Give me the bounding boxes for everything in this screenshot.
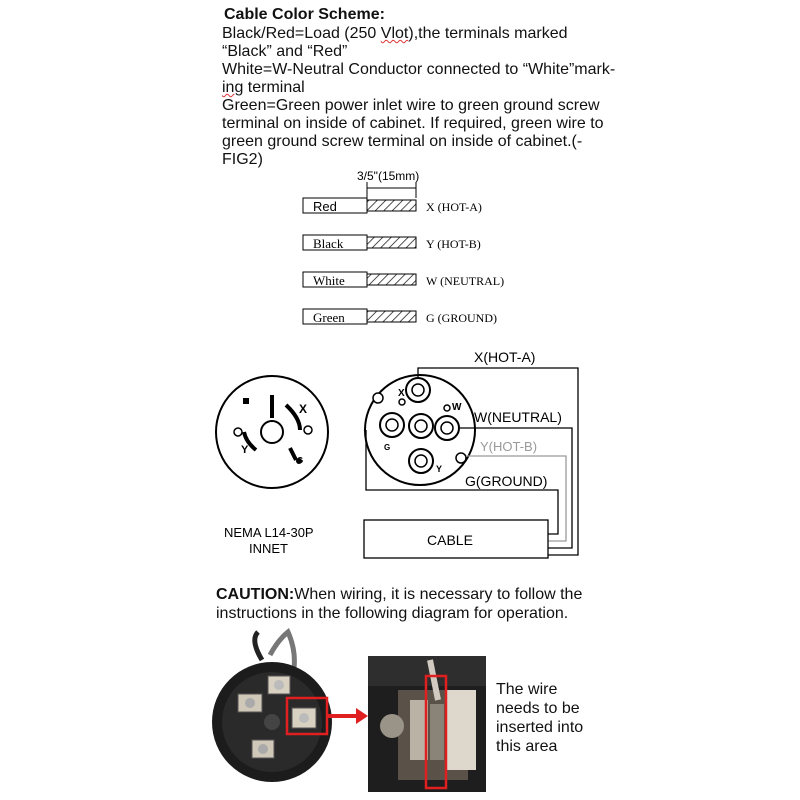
wire-terminal-label: Y (HOT-B) (426, 237, 481, 251)
scheme-line-text: Green=Green power inlet wire to green ground screw (222, 97, 600, 114)
zoom-photo (368, 656, 486, 792)
caution-body: When wiring, it is necessary to follow the instructions in the following diagram for operation. (216, 586, 583, 622)
terminal-block (365, 375, 475, 485)
pin-y-label: Y (436, 464, 443, 474)
pin-x-label: X (398, 388, 405, 399)
scheme-line-text: terminal on inside of cabinet. If required, green wire to (222, 115, 604, 132)
scheme-line-text: White=W-Neutral Conductor connected to “White”mark- (222, 61, 616, 78)
inlet-label-line2: INNET (249, 541, 288, 556)
caution-text (216, 585, 586, 623)
inlet-mark-g: G (297, 456, 304, 465)
dimension-label: 3/5"(15mm) (357, 169, 420, 183)
scheme-line-text: green ground screw terminal on inside of cabinet.(- (222, 133, 583, 150)
wire-terminal-label: W (NEUTRAL) (426, 274, 505, 288)
scheme-line-text: “Black” and “Red” (222, 43, 348, 60)
wire-strip-white (303, 272, 504, 288)
scheme-line-text: Black/Red=Load (250 (222, 25, 381, 42)
inlet-face (216, 376, 328, 488)
wire-terminal-label: X (HOT-A) (426, 200, 482, 214)
pin-w-label: W (452, 402, 462, 413)
label-hot-b: Y(HOT-B) (480, 439, 538, 454)
label-hot-a: X(HOT-A) (474, 349, 536, 365)
inlet-mark-x: X (299, 402, 308, 416)
wire-strip-green (303, 309, 497, 325)
label-neutral: W(NEUTRAL) (474, 409, 562, 425)
scheme-line-flagged: ing (222, 79, 244, 96)
cable-label: CABLE (427, 532, 473, 548)
pin-g-label: G (384, 443, 391, 452)
photo-note: The wire needs to be inserted into this area (496, 681, 584, 755)
wire-color-label: Red (313, 199, 337, 214)
wire-color-label: White (313, 273, 345, 288)
strip-dimension (357, 169, 419, 198)
scheme-line-flagged: Vlot (380, 25, 409, 42)
wire-terminal-label: G (GROUND) (426, 311, 497, 325)
inlet-mark-y: Y (241, 444, 249, 456)
inlet-photo (212, 632, 332, 782)
scheme-line-text: ),the terminals marked (408, 25, 568, 42)
label-ground: G(GROUND) (465, 473, 548, 489)
arrow-icon (356, 708, 368, 724)
wire-strip-black (303, 235, 481, 251)
caution-label: CAUTION: (216, 586, 295, 603)
scheme-line-text: FIG2) (222, 151, 263, 168)
wire-color-label: Green (313, 310, 345, 325)
wire-color-label: Black (313, 236, 344, 251)
inlet-label-line1: NEMA L14-30P (224, 525, 314, 540)
scheme-line-text: terminal (243, 79, 305, 96)
scheme-title: Cable Color Scheme: (224, 6, 385, 23)
wire-strip-red (303, 198, 482, 214)
